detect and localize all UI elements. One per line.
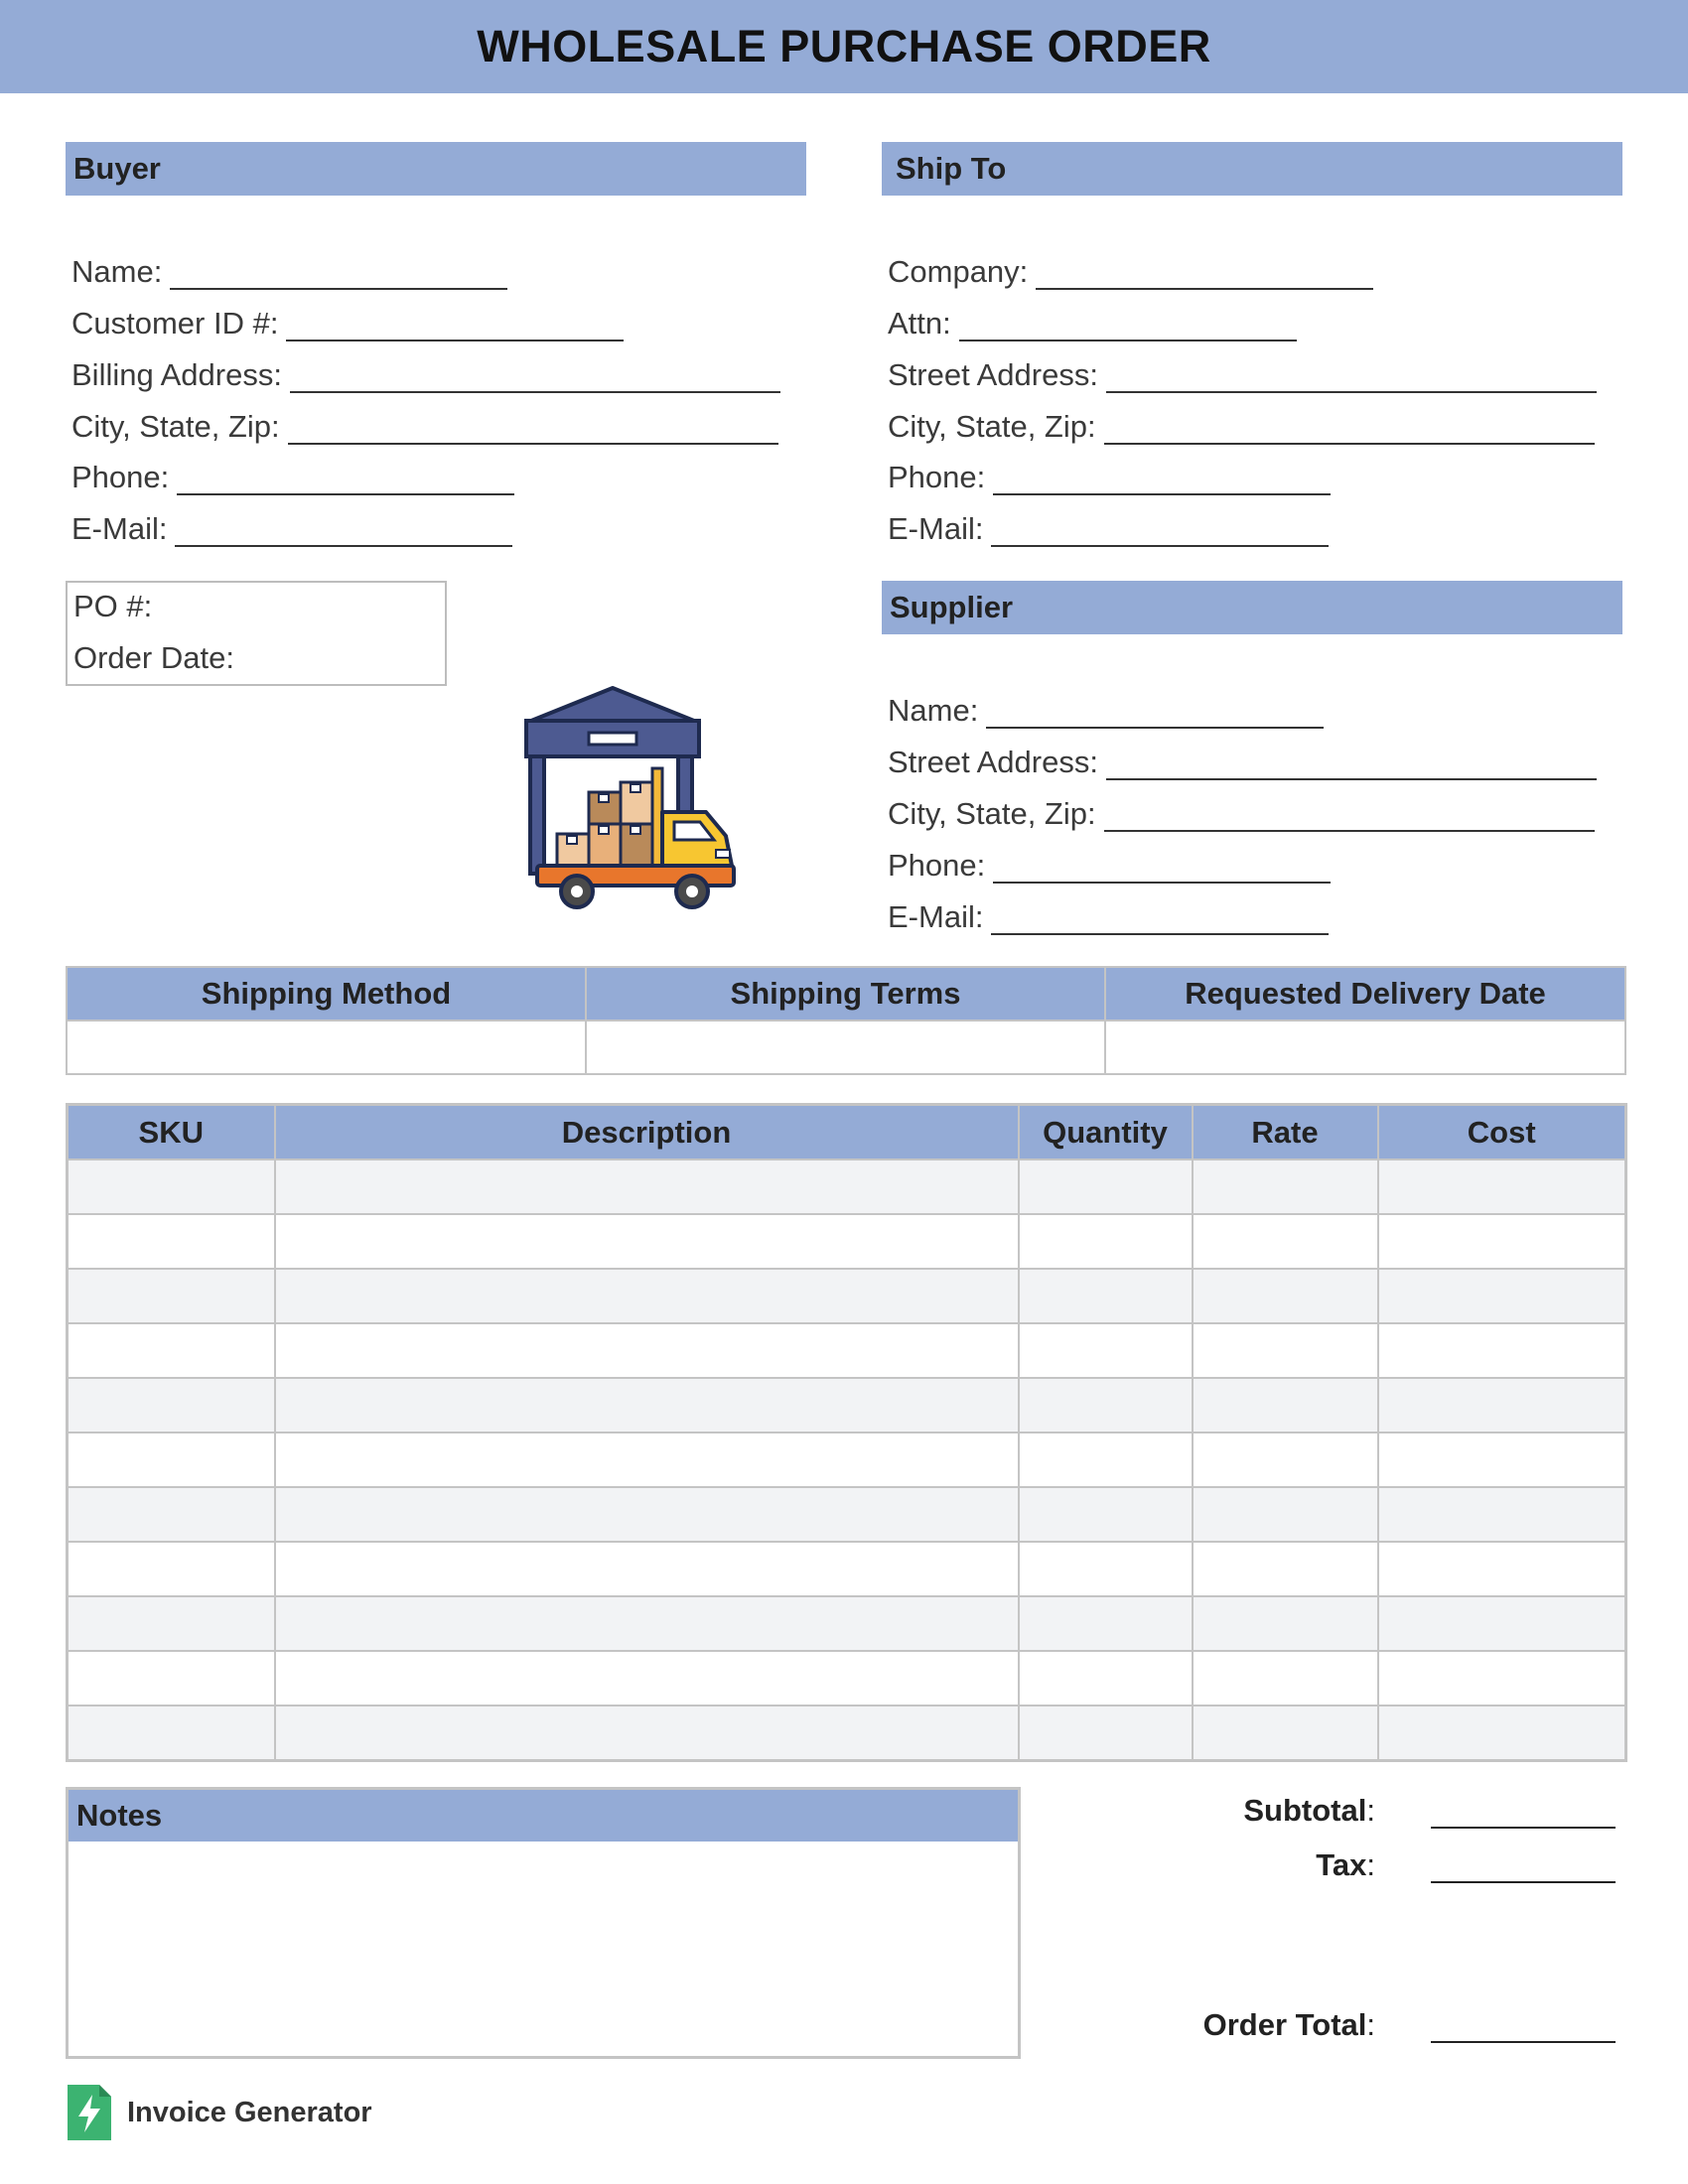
supplier-email-field[interactable] bbox=[888, 895, 1329, 935]
rate-cell[interactable] bbox=[1193, 1596, 1378, 1651]
table-row bbox=[68, 1269, 1626, 1323]
cost-cell[interactable] bbox=[1378, 1487, 1626, 1542]
buyer-customer-id-label: Customer ID #: bbox=[71, 306, 279, 341]
order-date-label[interactable]: Order Date: bbox=[73, 640, 234, 675]
buyer-billing-address-label: Billing Address: bbox=[71, 357, 282, 392]
description-cell[interactable] bbox=[275, 1433, 1019, 1487]
notes-header bbox=[69, 1790, 1018, 1842]
ship-to-street-field[interactable] bbox=[888, 353, 1597, 393]
po-box bbox=[66, 581, 447, 686]
rate-cell[interactable] bbox=[1193, 1323, 1378, 1378]
supplier-city-state-zip-line[interactable] bbox=[1104, 800, 1595, 832]
description-cell[interactable] bbox=[275, 1214, 1019, 1269]
sku-cell[interactable] bbox=[68, 1160, 275, 1214]
table-row bbox=[68, 1214, 1626, 1269]
order-total-line[interactable] bbox=[1431, 2039, 1616, 2043]
description-cell[interactable] bbox=[275, 1160, 1019, 1214]
buyer-email-label: E-Mail: bbox=[71, 511, 168, 546]
subtotal-line[interactable] bbox=[1431, 1825, 1616, 1829]
ship-to-company-line[interactable] bbox=[1036, 258, 1373, 290]
ship-to-city-state-zip-label: City, State, Zip: bbox=[888, 409, 1096, 444]
ship-to-attn-label: Attn: bbox=[888, 306, 951, 341]
cost-cell[interactable] bbox=[1378, 1378, 1626, 1433]
order-total-text: Order Total bbox=[1202, 2007, 1367, 2042]
buyer-customer-id-line[interactable] bbox=[286, 310, 624, 341]
items-header-row bbox=[68, 1105, 1626, 1160]
requested-delivery-date-cell[interactable] bbox=[1105, 1021, 1625, 1074]
description-cell[interactable] bbox=[275, 1542, 1019, 1596]
ship-to-street-line[interactable] bbox=[1106, 361, 1597, 393]
buyer-email-line[interactable] bbox=[175, 515, 512, 547]
sku-header: SKU bbox=[68, 1105, 275, 1160]
cost-cell[interactable] bbox=[1378, 1596, 1626, 1651]
ship-to-city-state-zip-line[interactable] bbox=[1104, 413, 1595, 445]
brand-name[interactable]: Invoice Generator bbox=[127, 2097, 372, 2128]
ship-to-attn-field[interactable] bbox=[888, 302, 1297, 341]
supplier-email-line[interactable] bbox=[991, 903, 1329, 935]
table-row bbox=[68, 1160, 1626, 1214]
quantity-cell[interactable] bbox=[1019, 1323, 1193, 1378]
quantity-cell[interactable] bbox=[1019, 1487, 1193, 1542]
cost-cell[interactable] bbox=[1378, 1542, 1626, 1596]
table-row bbox=[68, 1651, 1626, 1706]
rate-cell[interactable] bbox=[1193, 1214, 1378, 1269]
ship-to-email-field[interactable] bbox=[888, 507, 1329, 547]
ship-to-attn-line[interactable] bbox=[959, 310, 1297, 341]
buyer-phone-field[interactable] bbox=[71, 456, 514, 495]
sku-cell[interactable] bbox=[68, 1542, 275, 1596]
table-row bbox=[68, 1706, 1626, 1761]
items-body bbox=[68, 1160, 1626, 1761]
buyer-name-field[interactable] bbox=[71, 250, 507, 290]
notes-area[interactable] bbox=[69, 1842, 1018, 2056]
table-row bbox=[68, 1542, 1626, 1596]
cost-cell[interactable] bbox=[1378, 1706, 1626, 1761]
subtotal-label bbox=[978, 1793, 1375, 1829]
supplier-city-state-zip-field[interactable] bbox=[888, 792, 1595, 832]
table-row bbox=[68, 1433, 1626, 1487]
ship-to-city-state-zip-field[interactable] bbox=[888, 405, 1595, 445]
po-number-label[interactable]: PO #: bbox=[73, 589, 153, 623]
quantity-cell[interactable] bbox=[1019, 1596, 1193, 1651]
supplier-phone-line[interactable] bbox=[993, 852, 1331, 884]
quantity-cell[interactable] bbox=[1019, 1542, 1193, 1596]
supplier-name-label: Name: bbox=[888, 693, 979, 728]
buyer-header-label: Buyer bbox=[73, 151, 161, 186]
notes-box bbox=[66, 1787, 1021, 2059]
ship-to-phone-line[interactable] bbox=[993, 464, 1331, 495]
buyer-customer-id-field[interactable] bbox=[71, 302, 624, 341]
table-row bbox=[68, 1323, 1626, 1378]
tax-colon: : bbox=[1366, 1847, 1375, 1882]
rate-cell[interactable] bbox=[1193, 1269, 1378, 1323]
rate-header: Rate bbox=[1193, 1105, 1378, 1160]
subtotal-text: Subtotal bbox=[1243, 1793, 1367, 1828]
ship-to-company-label: Company: bbox=[888, 254, 1029, 289]
cost-cell[interactable] bbox=[1378, 1323, 1626, 1378]
ship-to-header-label: Ship To bbox=[896, 151, 1007, 186]
buyer-email-field[interactable] bbox=[71, 507, 512, 547]
subtotal-colon: : bbox=[1366, 1793, 1375, 1828]
shipping-method-header: Shipping Method bbox=[67, 967, 586, 1021]
requested-delivery-date-header: Requested Delivery Date bbox=[1105, 967, 1625, 1021]
ship-to-phone-label: Phone: bbox=[888, 460, 986, 494]
buyer-billing-address-field[interactable] bbox=[71, 353, 780, 393]
quantity-cell[interactable] bbox=[1019, 1433, 1193, 1487]
buyer-name-label: Name: bbox=[71, 254, 163, 289]
description-cell[interactable] bbox=[275, 1706, 1019, 1761]
shipping-terms-header: Shipping Terms bbox=[586, 967, 1105, 1021]
tax-line[interactable] bbox=[1431, 1879, 1616, 1883]
tax-label bbox=[978, 1847, 1375, 1883]
buyer-city-state-zip-line[interactable] bbox=[288, 413, 778, 445]
rate-cell[interactable] bbox=[1193, 1651, 1378, 1706]
ship-to-email-label: E-Mail: bbox=[888, 511, 984, 546]
ship-to-email-line[interactable] bbox=[991, 515, 1329, 547]
shipping-terms-cell[interactable] bbox=[586, 1021, 1105, 1074]
quantity-cell[interactable] bbox=[1019, 1706, 1193, 1761]
rate-cell[interactable] bbox=[1193, 1160, 1378, 1214]
invoice-generator-logo-icon bbox=[68, 2085, 111, 2140]
page-title: WHOLESALE PURCHASE ORDER bbox=[477, 21, 1211, 71]
buyer-billing-address-line[interactable] bbox=[290, 361, 780, 393]
sku-cell[interactable] bbox=[68, 1433, 275, 1487]
title-bar bbox=[0, 0, 1688, 93]
buyer-city-state-zip-label: City, State, Zip: bbox=[71, 409, 280, 444]
ship-to-phone-field[interactable] bbox=[888, 456, 1331, 495]
supplier-street-field[interactable] bbox=[888, 741, 1597, 780]
rate-cell[interactable] bbox=[1193, 1706, 1378, 1761]
quantity-cell[interactable] bbox=[1019, 1651, 1193, 1706]
supplier-city-state-zip-label: City, State, Zip: bbox=[888, 796, 1096, 831]
shipping-header-row bbox=[67, 967, 1625, 1021]
sku-cell[interactable] bbox=[68, 1378, 275, 1433]
table-row bbox=[68, 1596, 1626, 1651]
description-cell[interactable] bbox=[275, 1269, 1019, 1323]
quantity-cell[interactable] bbox=[1019, 1214, 1193, 1269]
supplier-name-field[interactable] bbox=[888, 689, 1324, 729]
quantity-cell[interactable] bbox=[1019, 1160, 1193, 1214]
description-cell[interactable] bbox=[275, 1651, 1019, 1706]
cost-header: Cost bbox=[1378, 1105, 1626, 1160]
supplier-phone-label: Phone: bbox=[888, 848, 986, 883]
supplier-phone-field[interactable] bbox=[888, 844, 1331, 884]
ship-to-header bbox=[882, 142, 1622, 196]
table-row bbox=[68, 1487, 1626, 1542]
sku-cell[interactable] bbox=[68, 1214, 275, 1269]
ship-to-company-field[interactable] bbox=[888, 250, 1373, 290]
sku-cell[interactable] bbox=[68, 1651, 275, 1706]
supplier-street-line[interactable] bbox=[1106, 749, 1597, 780]
cost-cell[interactable] bbox=[1378, 1269, 1626, 1323]
supplier-email-label: E-Mail: bbox=[888, 899, 984, 934]
items-table bbox=[66, 1103, 1627, 1762]
notes-header-label: Notes bbox=[76, 1798, 163, 1833]
supplier-header bbox=[882, 581, 1622, 634]
quantity-cell[interactable] bbox=[1019, 1269, 1193, 1323]
sku-cell[interactable] bbox=[68, 1487, 275, 1542]
cost-cell[interactable] bbox=[1378, 1651, 1626, 1706]
sku-cell[interactable] bbox=[68, 1706, 275, 1761]
supplier-street-label: Street Address: bbox=[888, 745, 1098, 779]
ship-to-street-label: Street Address: bbox=[888, 357, 1098, 392]
order-total-colon: : bbox=[1366, 2007, 1375, 2042]
description-cell[interactable] bbox=[275, 1323, 1019, 1378]
sku-cell[interactable] bbox=[68, 1323, 275, 1378]
description-cell[interactable] bbox=[275, 1378, 1019, 1433]
supplier-name-line[interactable] bbox=[986, 697, 1324, 729]
shipping-table bbox=[66, 966, 1626, 1075]
description-header: Description bbox=[275, 1105, 1019, 1160]
buyer-phone-line[interactable] bbox=[177, 464, 514, 495]
cost-cell[interactable] bbox=[1378, 1214, 1626, 1269]
rate-cell[interactable] bbox=[1193, 1433, 1378, 1487]
table-row bbox=[68, 1378, 1626, 1433]
supplier-header-label: Supplier bbox=[890, 590, 1014, 624]
sku-cell[interactable] bbox=[68, 1269, 275, 1323]
shipping-method-cell[interactable] bbox=[67, 1021, 586, 1074]
quantity-header: Quantity bbox=[1019, 1105, 1193, 1160]
description-cell[interactable] bbox=[275, 1596, 1019, 1651]
buyer-header bbox=[66, 142, 806, 196]
cost-cell[interactable] bbox=[1378, 1160, 1626, 1214]
rate-cell[interactable] bbox=[1193, 1487, 1378, 1542]
rate-cell[interactable] bbox=[1193, 1542, 1378, 1596]
warehouse-truck-icon bbox=[521, 685, 745, 915]
buyer-name-line[interactable] bbox=[170, 258, 507, 290]
quantity-cell[interactable] bbox=[1019, 1378, 1193, 1433]
sku-cell[interactable] bbox=[68, 1596, 275, 1651]
buyer-phone-label: Phone: bbox=[71, 460, 170, 494]
cost-cell[interactable] bbox=[1378, 1433, 1626, 1487]
rate-cell[interactable] bbox=[1193, 1378, 1378, 1433]
description-cell[interactable] bbox=[275, 1487, 1019, 1542]
buyer-city-state-zip-field[interactable] bbox=[71, 405, 778, 445]
tax-text: Tax bbox=[1316, 1847, 1367, 1882]
order-total-label bbox=[978, 2007, 1375, 2043]
shipping-input-row bbox=[67, 1021, 1625, 1074]
